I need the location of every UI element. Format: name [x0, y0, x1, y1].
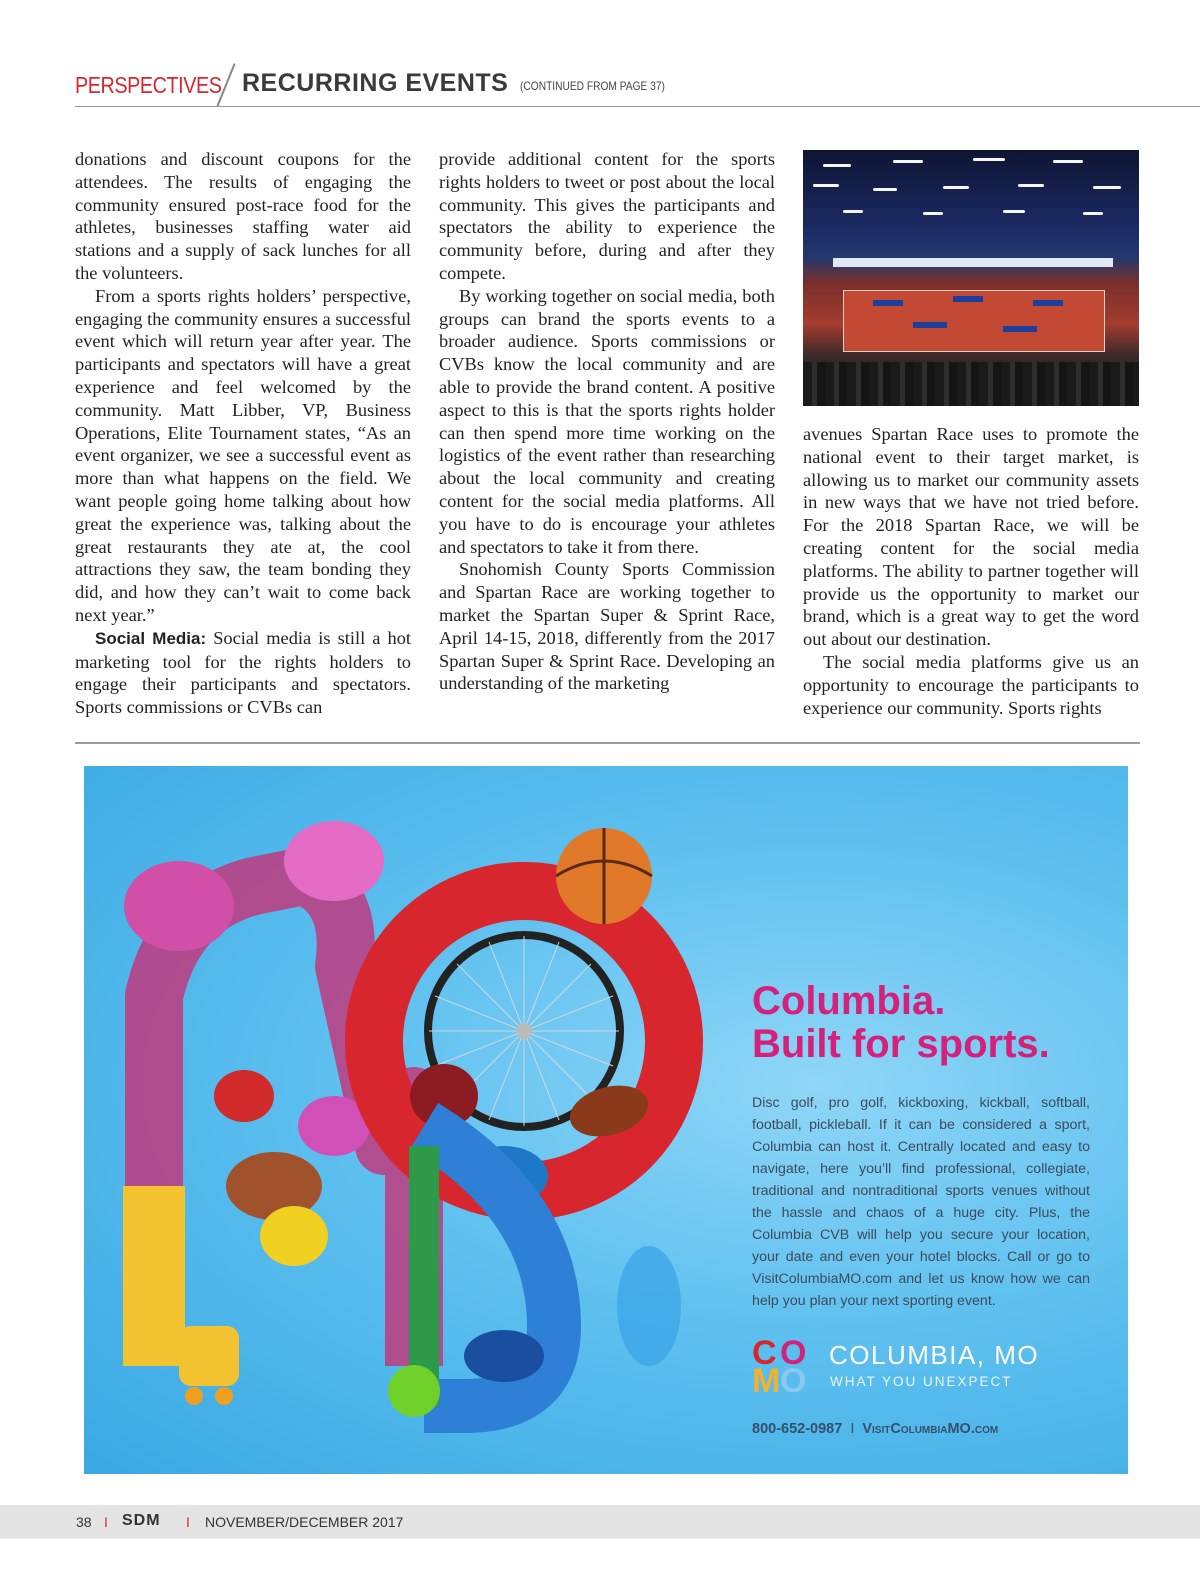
paragraph: avenues Spartan Race uses to promote the national event to their target market, is allowing us to market our community assets in new ways that we have not tried before. For the 2018 Spartan Race, we will be creating content for the social media platforms. The ability to partner together will provide us the opportunity to market our brand, which is a great way to get the word out about our destination. [803, 424, 1139, 650]
como-logo-icon [752, 1334, 822, 1394]
ad-contact-separator: I [850, 1421, 855, 1437]
footer-separator: I [186, 1514, 190, 1530]
paragraph: The social media platforms give us an opportunity to encourage the participants to experience our community. Sports rights [803, 651, 1139, 718]
ad-headline-line-2: Built for sports. [752, 1022, 1050, 1066]
continued-from-note: (CONTINUED FROM PAGE 37) [520, 79, 665, 93]
issue-date: NOVEMBER/DECEMBER 2017 [205, 1514, 404, 1530]
paragraph: From a sports rights holders’ perspective, engaging the community ensures a successful event which will return year after year. The participants and spectators will have a great experience and feel welcomed by the community. Matt Libber, VP, Business Operations, Elite Tournament states, “As an event organizer, we see a successful event as more than what happens on the field. We want people going home talking about how great the experience was, talking about the great restaurants they ate at, the cool attractions they saw, the team bonding they did, and how they can’t wait to come back next year.” [75, 285, 411, 625]
paragraph [75, 627, 411, 719]
ad-contact-line [752, 1421, 998, 1437]
ad-headline-line-1: Columbia. [752, 979, 946, 1023]
magazine-name: SDM [122, 1512, 161, 1529]
ad-divider-rule [75, 742, 1140, 744]
ad-headline [752, 980, 1050, 1066]
sports-hall-photo [803, 150, 1139, 406]
svg-text:M: M [752, 1362, 781, 1394]
page-footer [0, 1505, 1200, 1539]
paragraph: Snohomish County Sports Commission and Spartan Race are working together to market the Spartan Super & Sprint Race, April 14-15, 2018, differently from the 2017 Spartan Super & Sprint Race. Developing an understanding of the marketing [439, 559, 775, 694]
ad-body-copy: Disc golf, pro golf, kickboxing, kickball, softball, football, pickleball. If it can be considered a sport, Columbia can host it. Centrally located and easy to navigate, here you’ll find professional, collegiate, traditional and nontraditional sports venues without the hassle and chaos of a huge city. Plus, the Columbia CVB will help you secure your location, your date and even your hotel blocks. Call or go to VisitColumbiaMO.com and let us know how we can help you plan your next sporting event. [752, 1095, 1090, 1309]
paragraph: donations and discount coupons for the attendees. The results of engaging the community ensured post-race food for the athletes, businesses staffing water aid stations and a supply of sack lunches for all the volunteers. [75, 149, 411, 283]
page-number: 38 [76, 1514, 92, 1530]
paragraph: By working together on social media, both groups can brand the sports events to a broader audience. Sports commissions or CVBs know the local community and are able to provide the brand content. A positive aspect to this is that the sports rights holder can then spend more time working on the logistics of the event rather than researching about the local community and creating content for the social media platforms. All you have to do is encourage your athletes and spectators to take it from there. [439, 285, 775, 557]
paragraph-text: Social media is still a hot marketing tool for the rights holders to engage their participants and spectators. Sports commissions or CVBs can [75, 627, 412, 718]
paragraph: provide additional content for the sports rights holders to tweet or post about the local community. This gives the participants and spectators the ability to experience the community before, during and after they compete. [439, 149, 775, 283]
footer-separator: I [104, 1514, 108, 1530]
ad-city-name: COLUMBIA, MO [829, 1340, 1040, 1370]
section-label: PERSPECTIVES [75, 72, 222, 98]
svg-text:O: O [780, 1362, 807, 1394]
svg-text:C: C [752, 1334, 777, 1372]
sports-equipment-mo-illustration [84, 766, 724, 1474]
ad-website-link[interactable]: VisitColumbiaMO.com [862, 1421, 999, 1437]
running-header [75, 66, 1200, 107]
article-column-1 [75, 148, 411, 719]
article-column-2 [439, 148, 775, 695]
article-title: RECURRING EVENTS [242, 69, 509, 97]
columbia-advertisement [84, 766, 1128, 1474]
ad-tagline: WHAT YOU UNEXPECT [830, 1374, 1013, 1389]
ad-phone: 800-652-0987 [752, 1421, 843, 1437]
subhead-social-media: Social Media: [95, 628, 207, 648]
svg-text:O: O [780, 1334, 807, 1372]
article-column-3 [803, 423, 1139, 719]
